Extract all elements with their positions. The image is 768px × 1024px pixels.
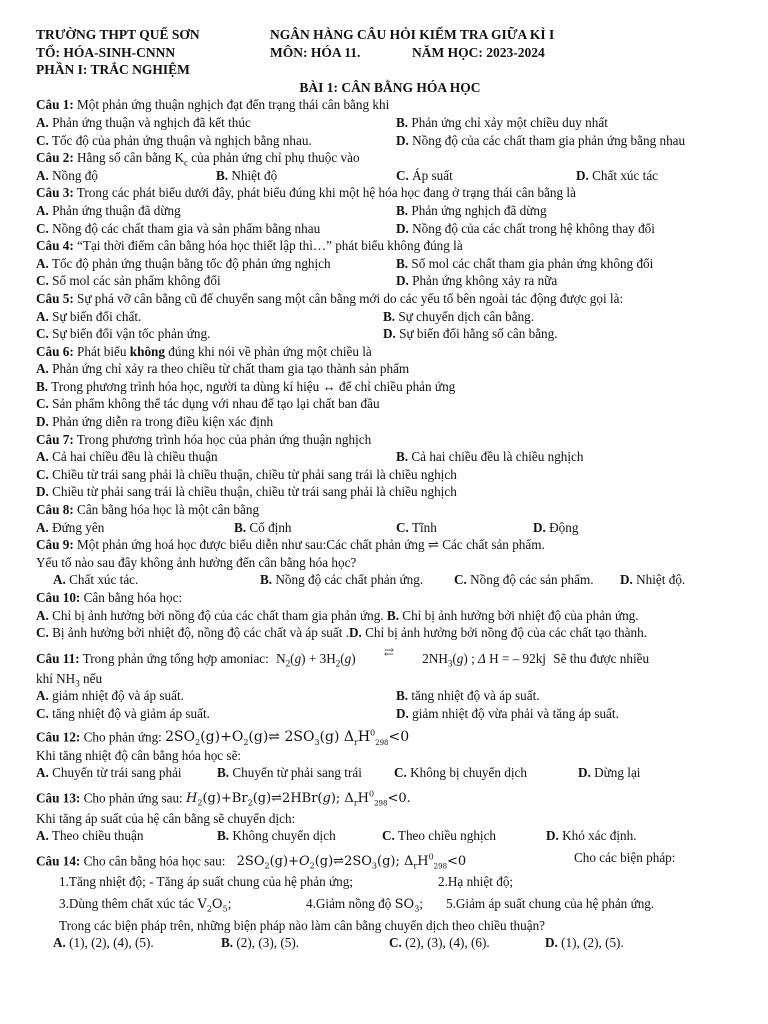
school-name: TRƯỜNG THPT QUẾ SƠN [36,27,200,42]
question-tail: Cho các biện pháp: [574,849,676,865]
question-text: Cân bằng hóa học là một cân bằng [77,502,260,518]
question-label: Câu 6: [36,343,74,359]
measure-3: 3.Dùng thêm chất xúc tác $V_2O_5$; [59,895,232,914]
question-10 [36,589,744,607]
option-d: D. Động [533,519,579,535]
option-a: A. Nồng độ [36,167,98,183]
question-tail: Sẽ thu được nhiều [553,650,650,666]
option-d: D. Dừng lại [578,765,641,781]
options-row [36,114,744,132]
question-label: Câu 9: [36,537,74,553]
option-b: B. Chuyển từ phải sang trái [217,765,362,781]
question-3 [36,184,744,202]
equilibrium-arrow-icon: ⇄ [383,644,394,659]
option-c: C. Tốc độ của phản ứng thuận và nghịch bằng nhau. [36,132,312,148]
option-d: D. giảm nhiệt độ vừa phải và tăng áp suất. [396,705,619,721]
question-text: “Tại thời điểm cân bằng hóa học thiết lập thì…” phát biểu không đúng là [77,238,463,254]
option-a: A. Cả hai chiều đều là chiều thuận [36,449,218,465]
question-text: Cân bằng hóa học: [83,590,183,605]
question-7 [36,431,744,449]
measure-5: 5.Giảm áp suất chung của hệ phản ứng. [446,895,655,911]
question-text: Cho phản ứng sau: [83,790,183,806]
option-c: C. (2), (3), (4), (6). [389,935,490,951]
option-d: D. Phản ứng diễn ra trong điều kiện xác định [36,414,274,430]
option-c: C. Số mol các sản phẩm không đổi [36,273,221,289]
question-label: Câu 4: [36,238,74,254]
options-row [36,255,744,273]
question-label: Câu 5: [36,290,74,306]
header-row-1 [36,26,744,44]
question-text: Cho phản ứng: [83,729,162,745]
option-b: B. Trong phương trình hóa học, người ta dùng kí hiệu ↔ để chỉ chiều phản ứng [36,378,456,394]
options-row [36,607,744,625]
question-text: Phát biểu không đúng khi nói về phản ứng một chiều là [77,343,372,359]
enthalpy-value: H = – 92kj [489,650,546,666]
option-c: C. Theo chiều nghịch [382,828,497,844]
question-label: Câu 7: [36,431,74,447]
option-a: A. Đứng yên [36,519,105,535]
option-d: D. (1), (2), (5). [545,935,624,951]
question-12 [36,723,744,747]
question-text-2: khí $NH_3$ nếu [36,670,103,689]
option-d: D. Sự biến đổi hằng số cân bằng. [383,326,558,342]
question-text: Trong phương trình hóa học của phản ứng thuận nghịch [76,431,372,447]
measure-2: 2.Hạ nhiệt độ; [438,873,514,889]
bank-title: NGÂN HÀNG CÂU HỎI KIỂM TRA GIỮA KÌ I [270,27,555,42]
option-a: A. Sự biến đổi chất. [36,308,142,324]
question-6 [36,343,744,361]
question-8 [36,501,744,519]
question-text-2: Yếu tố nào sau đây không ảnh hưởng đến cân bằng hóa học? [36,554,357,570]
option-c: C. Áp suất [396,167,453,183]
option-d: D. Chất xúc tác [576,167,659,183]
question-label: Câu 11: [36,650,80,666]
options-row [36,132,744,150]
options-row [36,827,744,845]
options-row [36,934,744,952]
options-row [36,167,744,185]
question-text: Trong các phát biểu dưới đây, phát biểu đúng khi một hệ hóa học đang ở trạng thái cân bằng là [76,185,576,201]
option-a: A. Chất xúc tác. [53,572,139,588]
option-b: B. Phản ứng nghịch đã dừng [396,202,547,218]
question-label: Câu 3: [36,185,74,201]
option-c: C. Sản phẩm không thể tác dụng với nhau để tạo lại chất ban đầu [36,396,380,412]
question-14 [36,845,744,873]
options-row [36,705,744,723]
question-label: Câu 14: [36,853,81,869]
option-c: C. Nồng độ các sản phẩm. [454,572,594,588]
question-text: Hằng số cân bằng $K_c$ của phản ứng chỉ phụ thuộc vào [77,150,360,168]
option-a: A. Theo chiều thuận [36,828,144,844]
option-a: A. (1), (2), (4), (5). [53,935,154,951]
options-row [36,519,744,537]
option-b: B. Phản ứng chỉ xảy một chiều duy nhất [396,114,608,130]
lesson-title: BÀI 1: CÂN BẰNG HÓA HỌC [299,79,481,95]
option-d: D. Nồng độ của các chất tham gia phản ứng bằng nhau [396,132,686,148]
option-c: C. Bị ảnh hưởng bởi nhiệt độ, nồng độ các chất và áp suất . [36,625,349,641]
question-text-2: Khi tăng áp suất của hệ cân bằng sẽ chuyển dịch: [36,810,296,826]
option-c: C. Tĩnh [396,519,437,535]
option-d: D. Nồng độ của các chất trong hệ không thay đổi [396,220,655,236]
question-label: Câu 10: [36,590,81,605]
question-2 [36,149,744,167]
question-label: Câu 12: [36,729,81,745]
reaction-equation: $2SO_2(g)+O_2(g)\rightleftharpoons$ $2SO_3(g)$ $\Delta_rH^0_{298}<0$ [165,728,410,748]
option-a: A. Tốc độ phản ứng thuận bằng tốc độ phản ứng nghịch [36,255,331,271]
option-b: B. Nhiệt độ [216,167,278,183]
option-c: C. Chiều từ trái sang phải là chiều thuận, chiều từ phải sang trái là chiều nghịch [36,466,457,482]
options-row [36,308,744,326]
question-9 [36,536,744,554]
question-label: Câu 2: [36,150,74,166]
option-d: D. Nhiệt độ. [620,572,686,588]
question-text: Cho cân bằng hóa học sau: [83,853,226,869]
options-row [36,220,744,238]
option-d: D. Chiều từ phải sang trái là chiều thuận, chiều từ trái sang phải là chiều nghịch [36,484,457,500]
options-row [36,687,744,705]
question-text: Một phản ứng thuận nghịch đạt đến trạng thái cân bằng khi [77,97,390,113]
question-text: Sự phá vỡ cân bằng cũ để chuyển sang một cân bằng mới do các yếu tố bên ngoài tác động được gọi là: [77,290,624,306]
option-d: D. Chỉ bị ảnh hưởng bởi nồng độ của các chất tạo thành. [349,625,647,641]
option-b: B. Không chuyển dịch [217,828,336,844]
option-a: A. giảm nhiệt độ và áp suất. [36,688,184,704]
header-row-3 [36,61,744,79]
options-row [36,571,744,589]
option-a: A. Phản ứng thuận đã dừng [36,202,181,218]
option-b: B. Nồng độ các chất phản ứng. [260,572,424,588]
question-text: Một phản ứng hoá học được biểu diễn như sau:Các chất phản ứng ⇌ Các chất sản phẩm. [77,537,545,553]
options-row [36,448,744,466]
question-label: Câu 13: [36,790,81,806]
question-1 [36,96,744,114]
question-text-2: Trong các biện pháp trên, những biện pháp nào làm cân bằng chuyển dịch theo chiều thuận? [59,917,546,933]
option-d: D. Khó xác định. [546,828,637,844]
school-year: NĂM HỌC: 2023-2024 [412,44,545,60]
option-b: B. Số mol các chất tham gia phản ứng không đổi [396,255,654,271]
measures-row [36,873,744,891]
option-d: D. Phản ứng không xảy ra nữa [396,273,558,289]
option-a: A. Phản ứng thuận và nghịch đã kết thúc [36,114,251,130]
option-b: B. Sự chuyển dịch cân bằng. [383,308,535,324]
question-4 [36,237,744,255]
reaction-equation: $N_2(g) + 3H_2(g)$ ⇄ $2NH_3(g)$ ; Δ [276,644,486,669]
options-row [36,202,744,220]
option-a: A. Chuyển từ trái sang phải [36,765,182,781]
options-row [36,325,744,343]
question-11 [36,644,744,670]
option-b: B. Cố định [234,519,292,535]
measure-4: 4.Giảm nồng độ $SO_3$; [306,895,423,914]
question-text-2: Khi tăng nhiệt độ cân bằng hóa học sẽ: [36,747,242,763]
option-c: C. Không bị chuyển dịch [394,765,527,781]
reaction-equation: $2SO_2(g)+O_2(g)\rightleftharpoons 2SO_3(g)$; $\Delta_rH^0_{298}<0$ [236,852,467,871]
option-a: A. Chỉ bị ảnh hưởng bởi nồng độ của các chất tham gia phản ứng. [36,607,384,623]
option-c: C. Sự biến đổi vận tốc phản ứng. [36,326,211,342]
options-row [36,764,744,782]
question-label: Câu 8: [36,502,74,518]
reaction-equation: $H_2(g)+Br_2(g)\rightleftharpoons 2HBr(g)$; $\Delta_rH^0_{298}<0$. [186,789,411,808]
option-b: B. (2), (3), (5). [221,935,300,951]
question-text: Trong phản ứng tổng hợp amoniac: [82,650,269,666]
option-c: C. tăng nhiệt độ và giảm áp suất. [36,705,210,721]
options-row [36,272,744,290]
measures-row [36,891,744,917]
option-b: B. Cả hai chiều đều là chiều nghịch [396,449,584,465]
options-row [36,624,744,642]
subject: MÔN: HÓA 11. [270,44,361,60]
department: TỔ: HÓA-SINH-CNNN [36,44,176,60]
part-title: PHẦN I: TRẮC NGHIỆM [36,62,190,78]
option-b: B. Chỉ bị ảnh hưởng bởi nhiệt độ của phản ứng. [386,607,639,623]
measure-1: 1.Tăng nhiệt độ; - Tăng áp suất chung của hệ phản ứng; [59,873,354,889]
header-row-2 [36,44,744,62]
question-13 [36,782,744,810]
option-a: A. Phản ứng chỉ xảy ra theo chiều từ chất tham gia tạo thành sản phẩm [36,361,410,377]
question-label: Câu 1: [36,97,74,113]
option-c: C. Nồng độ các chất tham gia và sản phẩm bằng nhau [36,220,321,236]
question-5 [36,290,744,308]
option-b: B. tăng nhiệt độ và áp suất. [396,688,540,704]
